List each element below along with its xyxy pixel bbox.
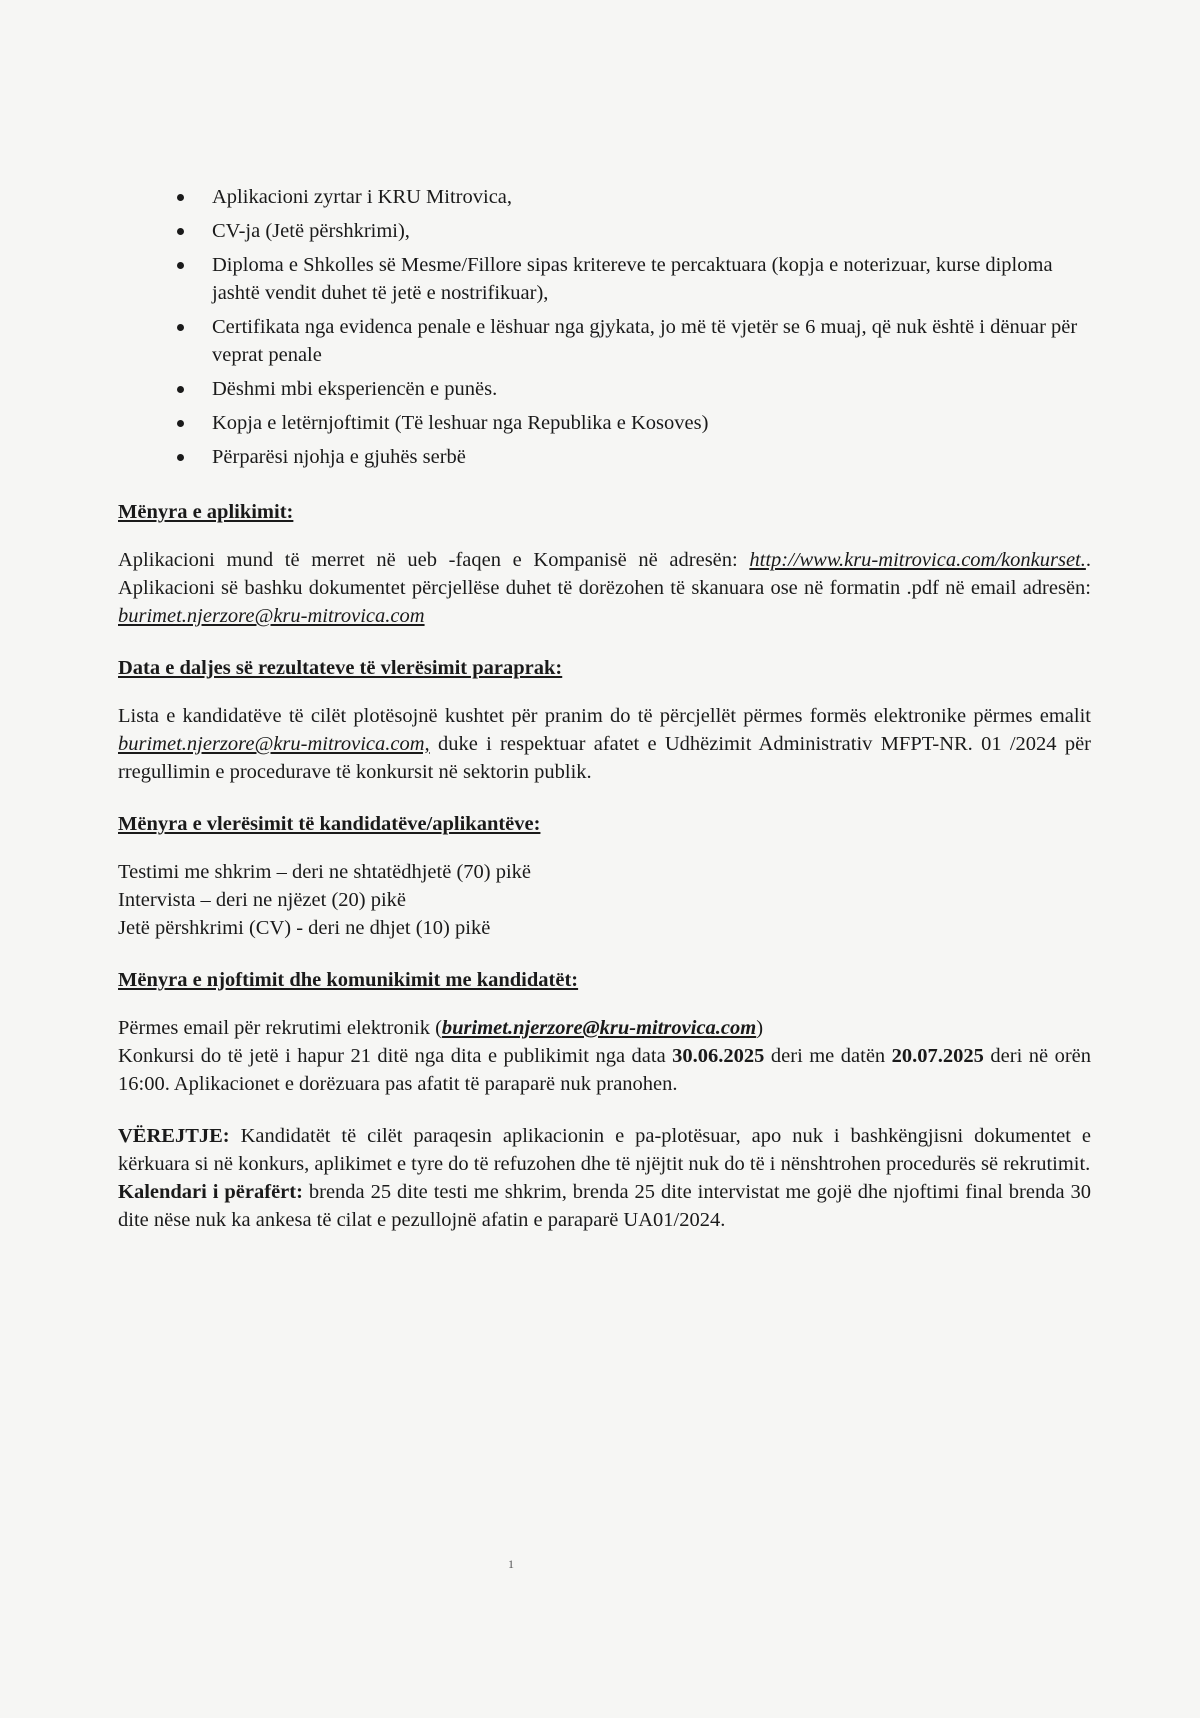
start-date: 30.06.2025 xyxy=(672,1045,765,1067)
application-method-heading: Mënyra e aplikimit: xyxy=(118,501,294,523)
notification-paragraph xyxy=(118,1014,1091,1098)
end-date: 20.07.2025 xyxy=(891,1045,984,1067)
calendar-label: Kalendari i përafërt: xyxy=(118,1181,303,1203)
calendar-text: brenda 25 dite testi me shkrim, brenda 25 dite intervistat me gojë dhe njoftimi final brenda 30 dite nëse nuk ka ankesa të cilat e pezullojnë afatin e paraparë UA01/2024. xyxy=(118,1181,1091,1231)
list-item: Diploma e Shkolles së Mesme/Fillore sipas kritereve te percaktuara (kopja e noterizuar, kurse diploma jashtë vendit duhet të jetë e nostrifikuar), xyxy=(118,251,1091,307)
notification-heading: Mënyra e njoftimit dhe komunikimit me kandidatët: xyxy=(118,969,579,991)
evaluation-line-written-test: Testimi me shkrim – deri ne shtatëdhjetë (70) pikë xyxy=(118,861,532,883)
website-link[interactable]: http://www.kru-mitrovica.com/konkurset. xyxy=(749,549,1086,571)
list-item: Kopja e letërnjoftimit (Të leshuar nga Republika e Kosoves) xyxy=(118,409,1091,437)
results-date-paragraph xyxy=(118,702,1091,786)
evaluation-line-cv: Jetë përshkrimi (CV) - deri ne dhjet (10) pikë xyxy=(118,917,491,939)
remark-text: Kandidatët të cilët paraqesin aplikacionin e pa-plotësuar, apo nuk i bashkëngjisni dokumentet e kërkuara si në konkurs, aplikimet e tyre do të refuzohen dhe të njëjtit nuk do të i nënshtrohen procedurës së rekrutimit. xyxy=(118,1125,1091,1175)
list-item: Përparësi njohja e gjuhës serbë xyxy=(118,443,1091,471)
results-email-link[interactable]: burimet.njerzore@kru-mitrovica.com, xyxy=(118,733,430,755)
list-item: Certifikata nga evidenca penale e lëshuar nga gjykata, jo më të vjetër se 6 muaj, që nuk është i dënuar për veprat penale xyxy=(118,313,1091,369)
results-text-end: duke i respektuar afatet e Udhëzimit Administrativ MFPT-NR. 01 /2024 për rregullimin e procedurave të konkursit në sektorin publik. xyxy=(118,733,1091,783)
open-text-1: Konkursi do të jetë i hapur 21 ditë nga dita e publikimit nga data xyxy=(118,1045,673,1067)
open-text-3: deri në orën 16:00. Aplikacionet e dorëzuara pas afatit të paraparë nuk pranohen. xyxy=(118,1045,1091,1095)
remark-paragraph xyxy=(118,1122,1091,1234)
remark-label: VËREJTJE: xyxy=(118,1125,230,1147)
evaluation-heading: Mënyra e vlerësimit të kandidatëve/aplikantëve: xyxy=(118,813,541,835)
required-documents-list xyxy=(118,183,1091,471)
list-item: Dëshmi mbi eksperiencën e punës. xyxy=(118,375,1091,403)
document-content xyxy=(118,183,1091,1234)
notification-email-close: ) xyxy=(756,1017,764,1039)
results-text-intro: Lista e kandidatëve të cilët plotësojnë kushtet për pranim do të përcjellët përmes formës elektronike përmes emalit xyxy=(118,705,1091,727)
application-method-paragraph xyxy=(118,546,1091,630)
application-email-link[interactable]: burimet.njerzore@kru-mitrovica.com xyxy=(118,605,425,627)
notification-email-intro: Përmes email për rekrutimi elektronik ( xyxy=(118,1017,442,1039)
page-number: 1 xyxy=(508,1557,514,1571)
open-text-2: deri me datën xyxy=(764,1045,892,1067)
notification-email-link[interactable]: burimet.njerzore@kru-mitrovica.com xyxy=(441,1017,757,1039)
list-item: Aplikacioni zyrtar i KRU Mitrovica, xyxy=(118,183,1091,211)
application-text-intro: Aplikacioni mund të merret në ueb -faqen e Kompanisë në adresën: xyxy=(118,549,750,571)
evaluation-criteria xyxy=(118,858,1091,942)
list-item: CV-ja (Jetë përshkrimi), xyxy=(118,217,1091,245)
application-text-middle: . Aplikacioni së bashku dokumentet përcjellëse duhet të dorëzohen të skanuara ose në formatin .pdf në email adresën: xyxy=(118,549,1091,599)
evaluation-line-interview: Intervista – deri ne njëzet (20) pikë xyxy=(118,889,407,911)
results-date-heading: Data e daljes së rezultateve të vlerësimit paraprak: xyxy=(118,657,563,679)
